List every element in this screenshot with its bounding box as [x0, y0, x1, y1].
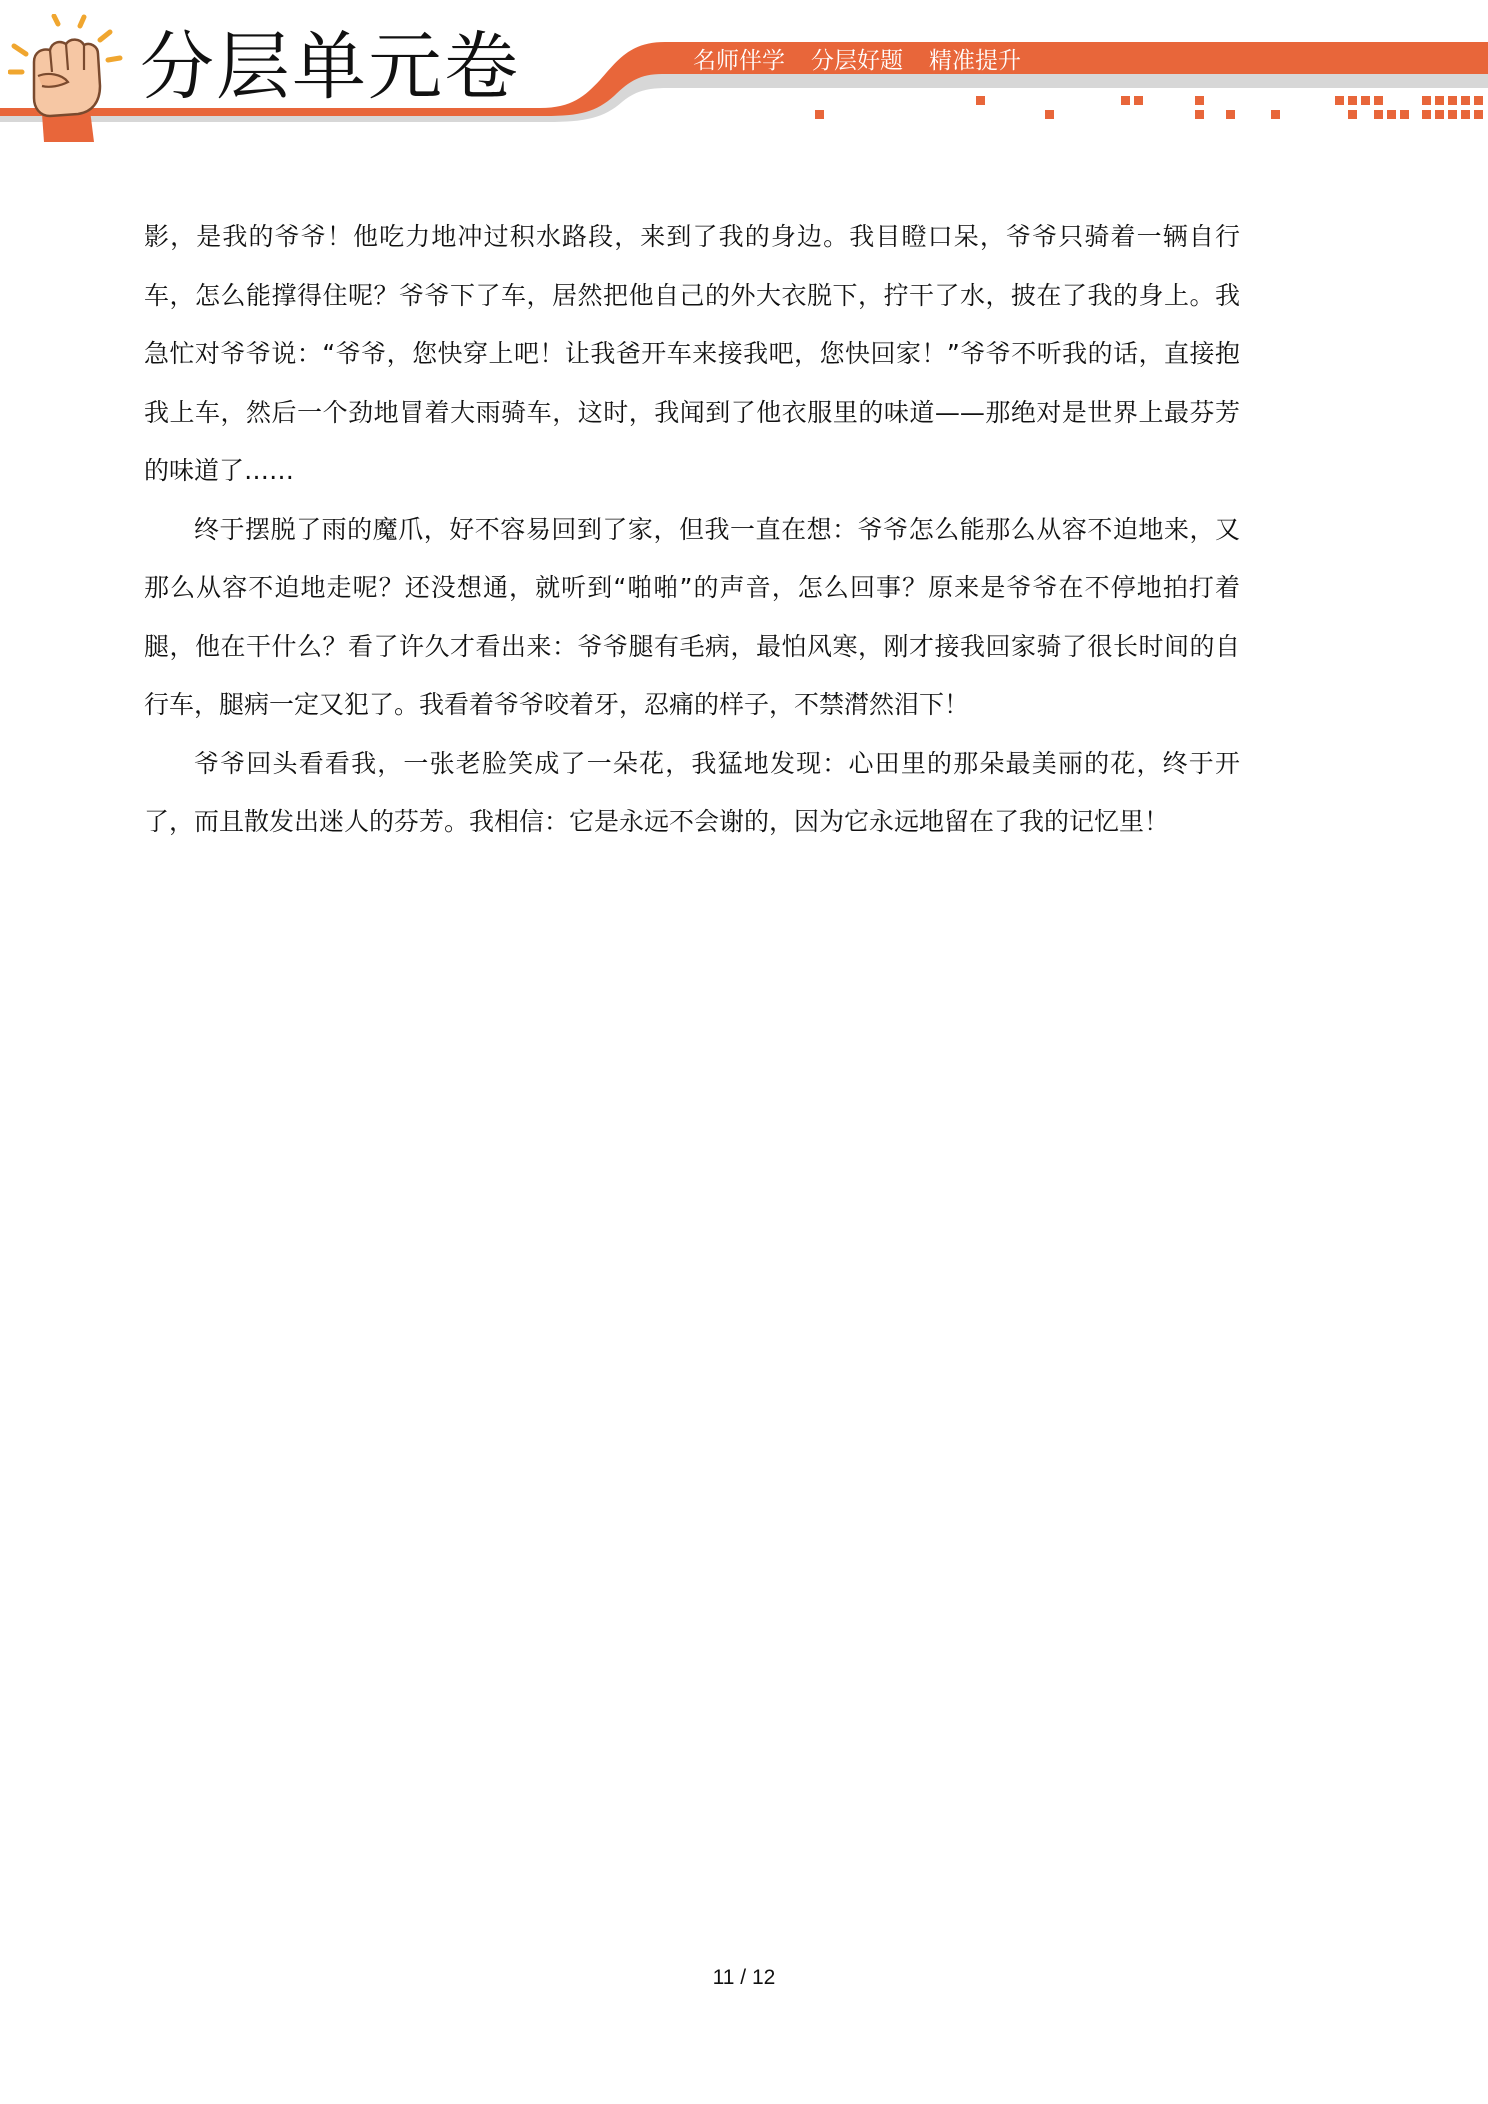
page-header	[0, 0, 1488, 150]
paragraph: 爷爷回头看看我，一张老脸笑成了一朵花，我猛地发现：心田里的那朵最美丽的花，终于开了，而且散发出迷人的芬芳。我相信：它是永远不会谢的，因为它永远地留在了我的记忆里！	[144, 748, 1240, 836]
slogan-item: 分层好题	[811, 48, 903, 74]
page-number: 11 / 12	[712, 1966, 776, 1989]
paragraph: 终于摆脱了雨的魔爪，好不容易回到了家，但我一直在想：爷爷怎么能那么从容不迫地来，又那么从容不迫地走呢？还没想通，就听到“啪啪”的声音，怎么回事？原来是爷爷在不停地拍打着腿，他在干什么？看了许久才看出来：爷爷腿有毛病，最怕风寒，刚才接我回家骑了很长时间的自行车，腿病一定又犯了。我看着爷爷咬着牙，忍痛的样子，不禁潸然泪下！	[144, 514, 1240, 719]
paragraph: 影，是我的爷爷！他吃力地冲过积水路段，来到了我的身边。我目瞪口呆，爷爷只骑着一辆自行车，怎么能撑得住呢？爷爷下了车，居然把他自己的外大衣脱下，拧干了水，披在了我的身上。我急忙对爷爷说：“爷爷，您快穿上吧！让我爸开车来接我吧，您快回家！”爷爷不听我的话，直接抱我上车，然后一个劲地冒着大雨骑车，这时，我闻到了他衣服里的味道——那绝对是世界上最芬芳的味道了……	[144, 222, 1240, 485]
document-body	[144, 208, 1240, 852]
slogan-item: 精准提升	[929, 48, 1021, 74]
slogan-item: 名师伴学	[693, 48, 785, 74]
brand-title: 分层单元卷	[140, 24, 520, 110]
fist-icon	[8, 14, 126, 142]
header-slogan	[693, 44, 1021, 78]
